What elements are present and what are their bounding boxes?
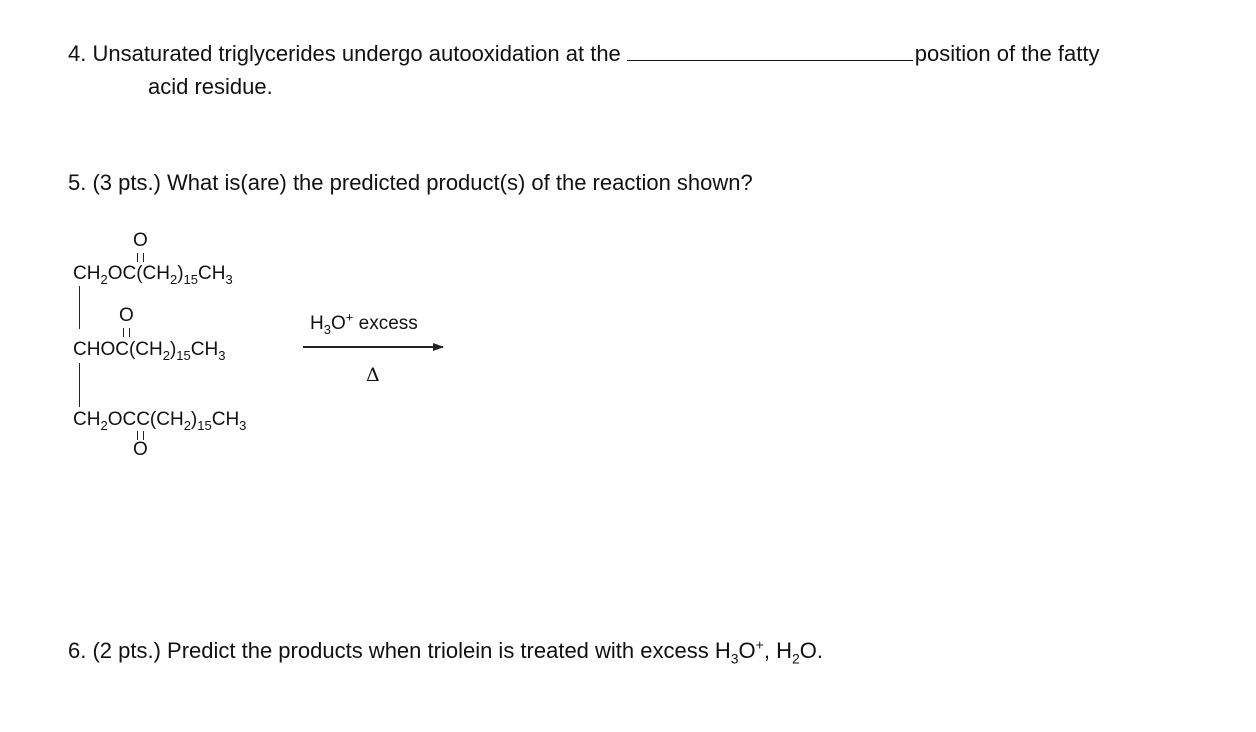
carbonyl-oxygen-3: O [133,439,148,460]
structure-row-1 [73,263,233,285]
q6-mid: , H [763,638,792,663]
reagent-o: O [330,313,346,334]
question-4-line-1 [68,38,1099,69]
row1-part-d: CH [198,263,226,284]
row2-sub-c: 3 [218,347,226,363]
q6-end: O. [799,638,824,663]
row1-sub-b: 2 [169,271,178,287]
row3-part-a: CH [73,409,101,430]
backbone-bond-1 [79,286,80,329]
question-5-text: 5. (3 pts.) What is(are) the predicted product(s) of the reaction shown? [68,170,753,195]
q6-sub-2: 2 [791,650,800,667]
row3-part-d: CH [211,409,240,430]
row1-sub-c: 15 [183,271,198,287]
question-6-text: 6. (2 pts.) Predict the products when triolein is treated with excess H [68,638,731,663]
heat-symbol: Δ [366,364,380,386]
row2-sub-b: 15 [176,347,191,363]
row2-part-a: CHOC(CH [73,339,163,360]
question-4-line-2: acid residue. [148,74,273,99]
row2-sub-a: 2 [162,347,170,363]
question-4-text-before-blank: 4. Unsaturated triglycerides undergo autooxidation at the [68,41,621,66]
double-bond-2 [123,328,130,337]
row1-part-b: OC(CH [107,263,170,284]
q6-o: O [738,638,756,663]
carbonyl-oxygen-1: O [133,230,148,251]
row3-sub-a: 2 [100,417,108,433]
reagent-excess: excess [353,313,418,334]
row3-part-c: ) [190,409,198,430]
structure-row-2 [73,339,225,361]
question-6 [68,636,823,666]
reaction-reagent [310,309,418,337]
row1-sub-d: 3 [225,271,233,287]
reagent-h: H [310,313,324,334]
reaction-arrowhead [433,343,444,351]
row1-part-a: CH [73,263,101,284]
row3-sub-b: 2 [183,417,191,433]
reaction-arrow [303,346,443,348]
question-4-text-after-blank: position of the fatty [914,41,1100,66]
reagent-h-sub: 3 [323,321,331,337]
row3-part-b: OCC(CH [107,409,184,430]
double-bond-1 [137,253,144,262]
q6-sub-3: 3 [730,650,739,667]
backbone-bond-2 [79,363,80,407]
row1-part-c: ) [177,263,184,284]
answer-blank [627,38,913,61]
row3-sub-d: 3 [239,417,247,433]
row2-part-c: CH [190,339,219,360]
row2-part-b: ) [169,339,177,360]
reagent-charge: + [345,309,354,325]
carbonyl-oxygen-2: O [119,305,134,326]
structure-row-3 [73,409,246,431]
row1-sub-a: 2 [100,271,108,287]
q6-charge: + [755,636,764,653]
row3-sub-c: 15 [197,417,212,433]
